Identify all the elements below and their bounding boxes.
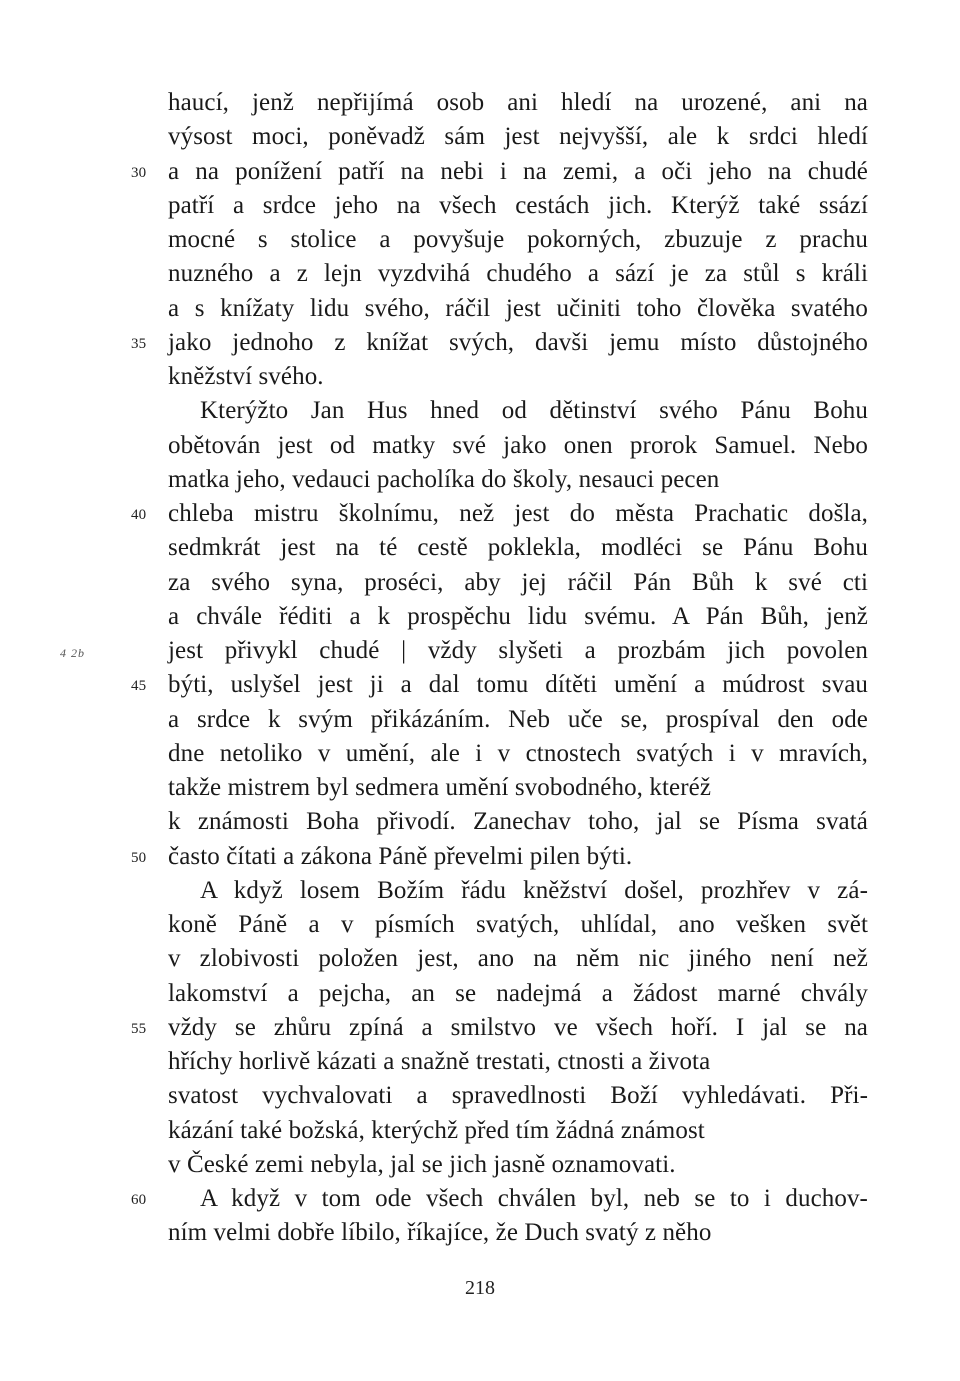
margin-note: 4 2b [60, 646, 85, 660]
line-text: vždy se zhůru zpíná a smilstvo ve všech hoří. I jal se na [168, 1013, 868, 1041]
line-number: 40 [131, 507, 147, 523]
line-text: v České zemi nebyla, jal se jich jasně oznamovati. [168, 1150, 676, 1178]
line-text: nuzného a z lejn vyzdvihá chudého a sází je za stůl s králi [168, 260, 868, 288]
text-line [60, 634, 868, 668]
line-text: obětován jest od matky své jako onen prorok Samuel. Nebo [168, 431, 868, 459]
text-line [168, 292, 868, 326]
line-text: a srdce k svým přikázáním. Neb uče se, prospíval den ode [168, 705, 868, 733]
text-line [168, 566, 868, 600]
line-text: za svého syna, proséci, aby jej ráčil Pán Bůh k své cti [168, 568, 868, 596]
line-text: hříchy horlivě kázati a snažně trestati, ctnosti a života [168, 1048, 711, 1075]
line-text: haucí, jenž nepřijímá osob ani hledí na urozené, ani na [168, 89, 868, 116]
text-line [168, 429, 868, 463]
text-line [168, 1216, 868, 1250]
line-text: matka jeho, vedauci pacholíka do školy, nesauci pecen [168, 465, 720, 493]
line-text: často čítati a zákona Páně převelmi pilen býti. [168, 842, 633, 870]
text-line [168, 703, 868, 737]
text-line [168, 942, 868, 976]
line-text: k známosti Boha přivodí. Zanechav toho, jal se Písma svatá [168, 808, 868, 836]
line-text: takže mistrem byl sedmera umění svobodného, kteréž [168, 774, 712, 801]
text-line [168, 120, 868, 154]
line-text: Kterýžto Jan Hus hned od dětinství svého Pánu Bohu [200, 397, 868, 425]
body-text [60, 86, 868, 1251]
line-text: výsost moci, poněvadž sám jest nejvyšší, ale k srdci hledí [168, 123, 868, 151]
text-line [131, 155, 868, 189]
line-number: 50 [131, 849, 147, 866]
line-text: mocné s stolice a povyšuje pokorných, zbuzuje z prachu [168, 226, 868, 253]
line-text: A když v tom ode všech chválen byl, neb se to i duchov- [200, 1185, 868, 1212]
line-text: jako jednoho z knížat svých, davši jemu místo důstojného [168, 328, 868, 356]
text-line [131, 1182, 868, 1216]
page-number: 218 [465, 1277, 495, 1299]
text-line [168, 771, 868, 805]
text-line [168, 189, 868, 223]
line-text: v zlobivosti položen jest, ano na něm nic jiného není než [168, 945, 868, 973]
line-text: a s knížaty lidu svého, ráčil jest učiniti toho člověka svatého [168, 294, 868, 322]
line-text: a chvále řéditi a k prospěchu lidu svému. A Pán Bůh, jenž [168, 602, 868, 630]
line-number: 45 [131, 678, 147, 695]
line-text: patří a srdce jeho na všech cestách jich. Kterýž také ssází [168, 191, 868, 219]
text-line [168, 1114, 868, 1148]
text-line [168, 86, 868, 120]
line-text: kněžství svého. [168, 363, 324, 390]
line-text: svatost vychvalovati a spravedlnosti Boží vyhledávati. Při- [168, 1082, 868, 1110]
text-line [168, 805, 868, 839]
text-line [168, 1045, 868, 1079]
text-line [131, 840, 868, 874]
text-line [168, 908, 868, 942]
line-text: a na ponížení patří na nebi i na zemi, a oči jeho na chudé [168, 157, 868, 185]
text-line [131, 326, 868, 360]
line-text: ním velmi dobře líbilo, říkajíce, že Duch svatý z něho [168, 1219, 712, 1247]
line-text: dne netoliko v umění, ale i v ctnostech svatých i v mravích, [168, 739, 868, 767]
line-text: koně Páně a v písmích svatých, uhlídal, ano vešken svět [168, 911, 868, 938]
line-number: 55 [131, 1020, 147, 1037]
text-line [168, 463, 868, 497]
text-line [168, 1148, 868, 1182]
text-line [168, 394, 868, 428]
line-text: chleba mistru školnímu, než jest do města Prachatic došla, [168, 500, 868, 527]
text-line [168, 874, 868, 908]
line-text: lakomství a pejcha, an se nadejmá a žádost marné chvály [168, 979, 868, 1007]
text-line [168, 531, 868, 565]
line-number: 35 [131, 335, 147, 352]
line-text: kázání také božská, kterýchž před tím žádná známost [168, 1116, 705, 1144]
line-text: býti, uslyšel jest ji a dal tomu dítěti umění a múdrost svau [168, 671, 868, 699]
text-line [168, 737, 868, 771]
line-text: jest přivykl chudé | vždy slyšeti a prozbám jich povolen [168, 637, 868, 664]
text-line [168, 360, 868, 394]
line-text: A když losem Božím řádu kněžství došel, prozhřev v zá- [200, 876, 868, 904]
line-number: 60 [131, 1192, 147, 1208]
text-line [131, 497, 868, 531]
text-line [168, 1079, 868, 1113]
text-line [131, 1011, 868, 1045]
text-line [168, 977, 868, 1011]
text-line [168, 600, 868, 634]
text-line [131, 668, 868, 702]
line-number: 30 [131, 164, 147, 181]
text-line [168, 257, 868, 291]
text-line [168, 223, 868, 257]
line-text: sedmkrát jest na té cestě poklekla, modléci se Pánu Bohu [168, 534, 868, 562]
